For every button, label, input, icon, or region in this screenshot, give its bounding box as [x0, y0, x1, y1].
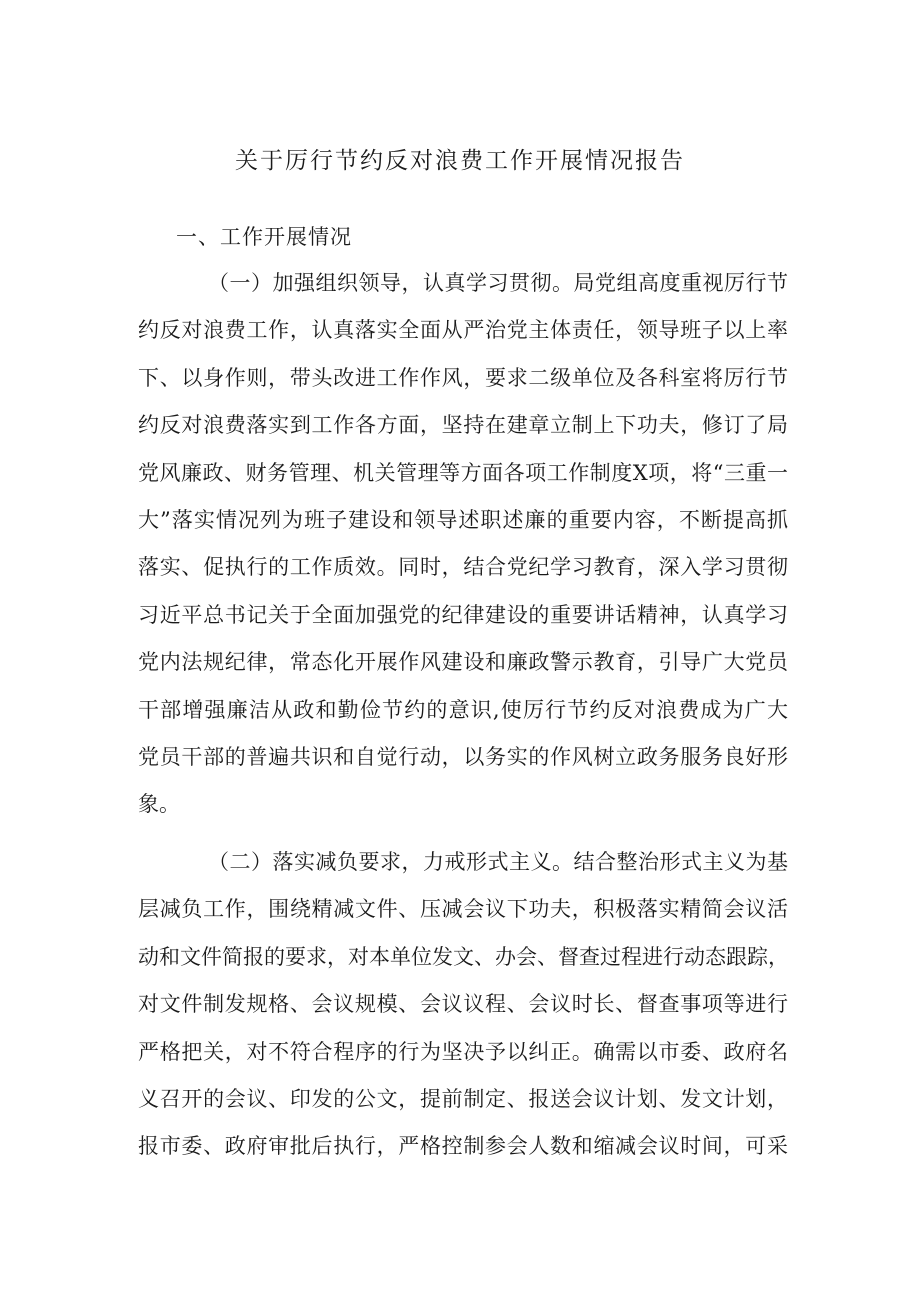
text-line: 动和文件简报的要求，对本单位发文、办会、督查过程进行动态跟踪， — [138, 944, 789, 969]
text-line: 党员干部的普遍共识和自觉行动，以务实的作风树立政务服务良好形 — [138, 744, 788, 769]
text-line: 约反对浪费落实到工作各方面，坚持在建章立制上下功夫，修订了局 — [138, 413, 788, 438]
text-line: （二）落实减负要求，力戒形式主义。结合整治形式主义为基 — [208, 850, 788, 874]
text-line: 严格把关，对不符合程序的行为坚决予以纠正。确需以市委、政府名 — [138, 1039, 788, 1064]
document-title: 关于厉行节约反对浪费工作开展情况报告 — [235, 148, 685, 174]
paragraph-1 — [138, 267, 788, 836]
text-line: 下、以身作则，带头改进工作作风，要求二级单位及各科室将厉行节 — [138, 365, 788, 390]
text-line: 约反对浪费工作，认真落实全面从严治党主体责任，领导班子以上率 — [138, 318, 788, 343]
text-line: 干部增强廉洁从政和勤俭节约的意识,使厉行节约反对浪费成为广大 — [138, 697, 788, 722]
text-line: （一）加强组织领导，认真学习贯彻。局党组高度重视厉行节 — [208, 271, 788, 295]
text-line: 对文件制发规格、会议规模、会议议程、会议时长、督查事项等进行 — [138, 992, 788, 1017]
text-line: 党内法规纪律，常态化开展作风建设和廉政警示教育，引导广大党员 — [138, 650, 788, 675]
text-line: 党风廉政、财务管理、机关管理等方面各项工作制度X项，将“三重一 — [138, 460, 788, 485]
text-line: 层减负工作，围绕精减文件、压减会议下功夫，积极落实精简会议活 — [138, 897, 788, 922]
text-line: 报市委、政府审批后执行，严格控制参会人数和缩减会议时间，可采 — [138, 1134, 788, 1159]
section-heading: 一、工作开展情况 — [176, 225, 352, 249]
text-line: 义召开的会议、印发的公文，提前制定、报送会议计划、发文计划， — [138, 1086, 788, 1111]
text-line: 落实、促执行的工作质效。同时，结合党纪学习教育，深入学习贯彻 — [138, 555, 788, 580]
text-line: 象。 — [138, 792, 180, 817]
text-line: 习近平总书记关于全面加强党的纪律建设的重要讲话精神，认真学习 — [138, 602, 788, 627]
paragraph-2 — [138, 846, 788, 1178]
text-line: 大”落实情况列为班子建设和领导述职述廉的重要内容，不断提高抓 — [138, 507, 788, 532]
